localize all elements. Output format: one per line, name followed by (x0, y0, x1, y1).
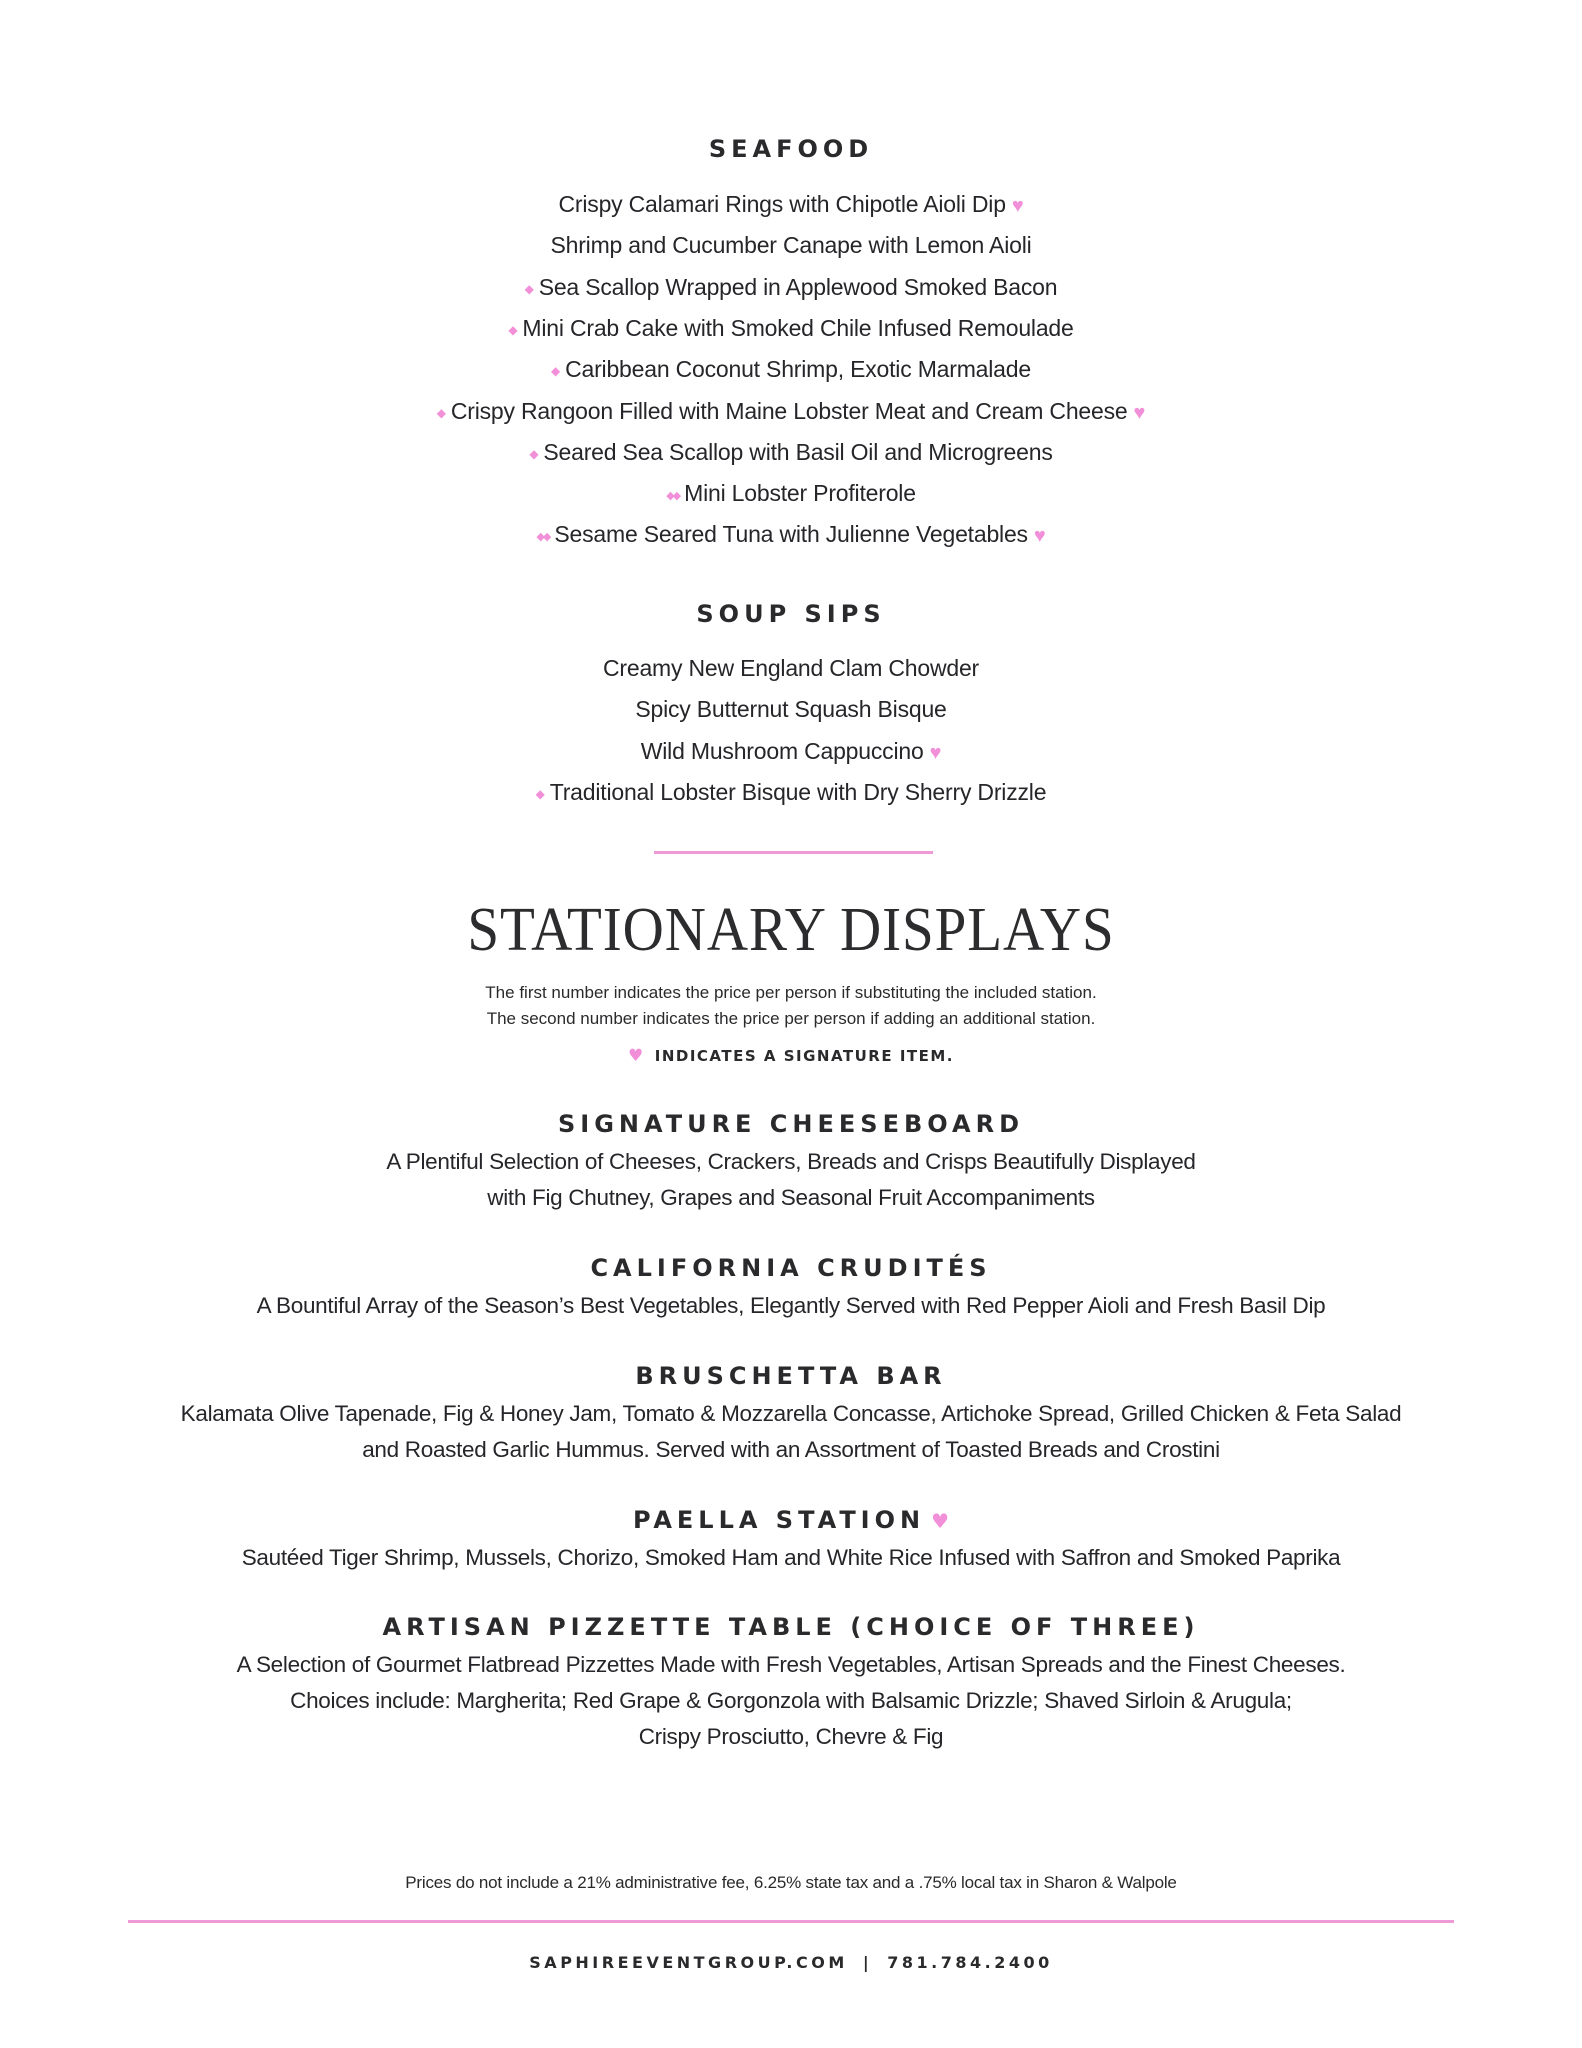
menu-item-text: Mini Crab Cake with Smoked Chile Infused Remoulade (522, 314, 1074, 341)
station-heading (0, 1109, 1582, 1139)
menu-item-text: Sea Scallop Wrapped in Applewood Smoked Bacon (538, 273, 1058, 300)
menu-item (0, 272, 1582, 304)
menu-item (0, 653, 1582, 683)
menu-item-text: Wild Mushroom Cappuccino (640, 737, 924, 764)
station-description-line: and Roasted Garlic Hummus. Served with an Assortment of Toasted Breads and Crostini (362, 1437, 1220, 1462)
menu-item-text: Mini Lobster Profiterole (684, 480, 916, 507)
heart-icon: ♥ (1033, 525, 1046, 548)
menu-item-text: Traditional Lobster Bisque with Dry Sherry Drizzle (549, 778, 1047, 805)
station-description-line: A Bountiful Array of the Season’s Best Vegetables, Elegantly Served with Red Pepper Aioli and Fresh Basil Dip (256, 1293, 1326, 1318)
page-title: STATIONARY DISPLAYS (467, 896, 1115, 964)
menu-item-text: Crispy Rangoon Filled with Maine Lobster Meat and Cream Cheese (450, 397, 1128, 424)
pricing-note-line-2: The second number indicates the price per person if adding an additional station. (486, 1009, 1096, 1028)
station-description-line: Crispy Prosciutto, Chevre & Fig (638, 1724, 944, 1749)
heart-icon: ♥ (931, 1509, 950, 1533)
signature-legend (0, 1045, 1582, 1067)
menu-item (0, 396, 1582, 428)
menu-item (0, 694, 1582, 724)
station-heading-text: SIGNATURE CHEESEBOARD (558, 1110, 1024, 1138)
station-heading (0, 1505, 1582, 1535)
diamond-icon: ◆ (535, 786, 545, 801)
pricing-note-line-1: The first number indicates the price per person if substituting the included station. (485, 983, 1097, 1002)
menu-item (0, 777, 1582, 809)
station-heading (0, 1253, 1582, 1283)
website-link[interactable]: SAPHIREEVENTGROUP.COM (529, 1953, 848, 1972)
station-heading-text: PAELLA STATION (632, 1506, 926, 1534)
menu-item (0, 230, 1582, 260)
station-heading (0, 1612, 1582, 1642)
menu-item-text: Seared Sea Scallop with Basil Oil and Microgreens (543, 438, 1053, 465)
contact-separator: | (862, 1953, 873, 1972)
heart-icon: ♥ (627, 1046, 645, 1066)
heart-icon: ♥ (1011, 195, 1024, 217)
diamond-icon: ◆ (524, 281, 534, 296)
station-description-line: A Plentiful Selection of Cheeses, Crackers, Breads and Crisps Beautifully Displayed (386, 1149, 1196, 1174)
station-description-line: Kalamata Olive Tapenade, Fig & Honey Jam, Tomato & Mozzarella Concasse, Artichoke Spread, Grilled Chicken & Feta Salad (180, 1401, 1402, 1426)
heart-icon: ♥ (1133, 401, 1146, 424)
menu-item (0, 478, 1582, 511)
phone-number[interactable]: 781.784.2400 (887, 1953, 1053, 1972)
station-heading-text: CALIFORNIA CRUDITÉS (590, 1254, 992, 1282)
menu-item (0, 437, 1582, 469)
diamond-icon: ◆ (436, 405, 446, 420)
menu-item-text: Spicy Butternut Squash Bisque (635, 696, 947, 723)
menu-item (0, 519, 1582, 552)
section-divider (654, 851, 933, 854)
diamond-icon: ◆ (551, 364, 561, 379)
double-diamond-icon: ◆◆ (536, 531, 550, 544)
soup-heading: SOUP SIPS (696, 600, 886, 628)
menu-item-text: Creamy New England Clam Chowder (602, 655, 979, 681)
double-diamond-icon: ◆◆ (666, 490, 680, 503)
menu-item (0, 189, 1582, 219)
diamond-icon: ◆ (508, 322, 518, 337)
menu-item (0, 736, 1582, 766)
seafood-heading: SEAFOOD (708, 135, 874, 163)
diamond-icon: ◆ (529, 446, 539, 461)
menu-item-text: Sesame Seared Tuna with Julienne Vegetables (554, 521, 1028, 548)
station-heading-text: BRUSCHETTA BAR (635, 1362, 947, 1390)
menu-item (0, 313, 1582, 345)
contact-line (0, 1952, 1582, 1974)
station-description-line: Choices include: Margherita; Red Grape & Gorgonzola with Balsamic Drizzle; Shaved Sirloin & Arugula; (290, 1688, 1292, 1713)
menu-item-text: Caribbean Coconut Shrimp, Exotic Marmalade (565, 356, 1031, 383)
station-heading-text: ARTISAN PIZZETTE TABLE (CHOICE OF THREE) (382, 1613, 1200, 1641)
station-heading (0, 1361, 1582, 1391)
station-description-line: with Fig Chutney, Grapes and Seasonal Fruit Accompaniments (487, 1185, 1095, 1210)
heart-icon: ♥ (929, 741, 942, 764)
tax-disclaimer: Prices do not include a 21% administrative fee, 6.25% state tax and a .75% local tax in Sharon & Walpole (405, 1873, 1177, 1892)
menu-item-text: Shrimp and Cucumber Canape with Lemon Aioli (550, 232, 1032, 259)
station-description-line: A Selection of Gourmet Flatbread Pizzettes Made with Fresh Vegetables, Artisan Spreads and the Finest Cheeses. (236, 1652, 1346, 1677)
station-description-line: Sautéed Tiger Shrimp, Mussels, Chorizo, Smoked Ham and White Rice Infused with Saffron and Smoked Paprika (241, 1545, 1341, 1570)
menu-item-text: Crispy Calamari Rings with Chipotle Aioli Dip (558, 191, 1006, 217)
signature-legend-text: INDICATES A SIGNATURE ITEM. (654, 1047, 954, 1065)
footer-divider (128, 1920, 1454, 1923)
menu-item (0, 354, 1582, 386)
